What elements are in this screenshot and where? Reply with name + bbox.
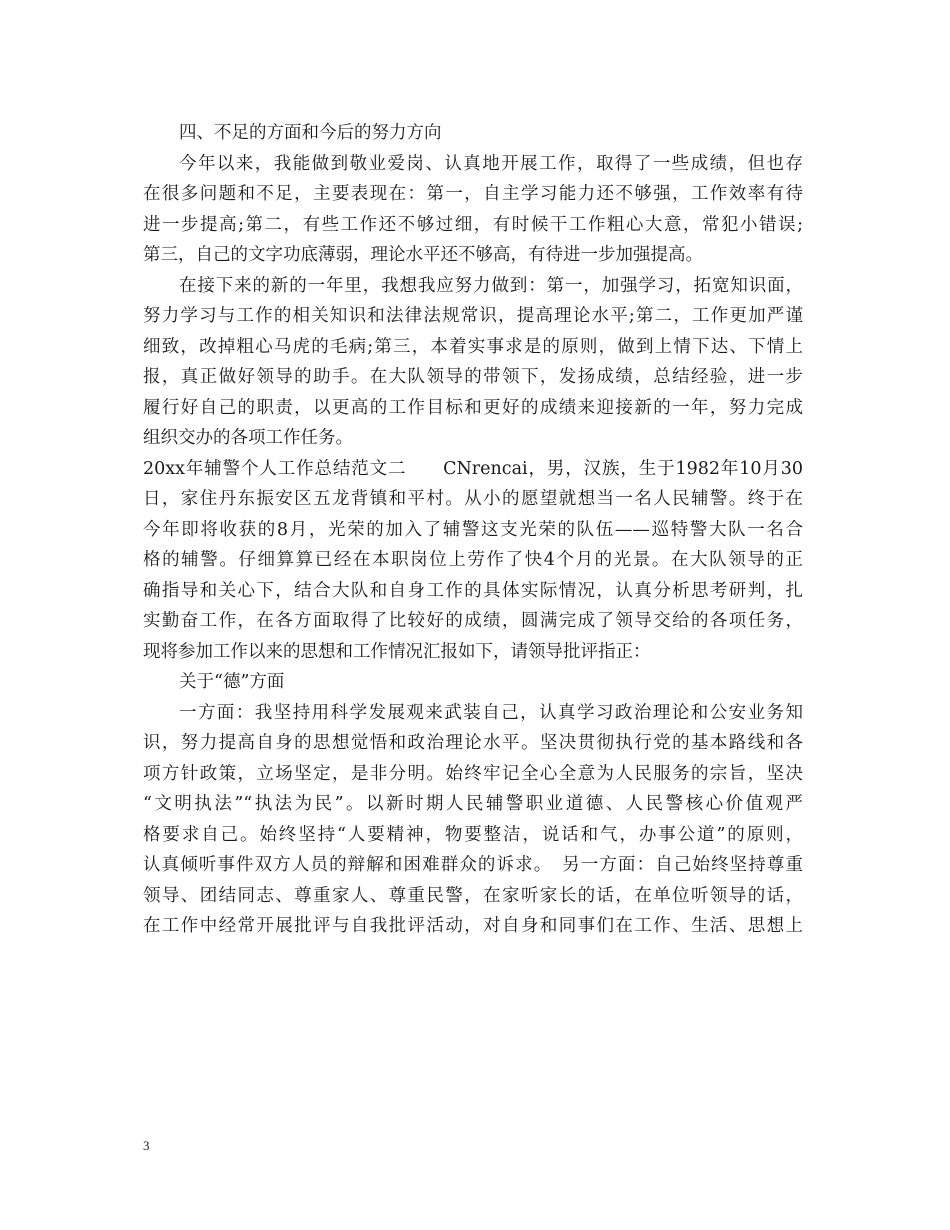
text-line: 履行好自己的职责，以更高的工作目标和更好的成绩来迎接新的一年，努力完成 xyxy=(143,397,803,418)
text-line: “文明执法”“执法为民”。以新时期人民辅警职业道德、人民警核心价值观严 xyxy=(143,794,803,814)
text-line: 20xx年辅警个人工作总结范文二 CNrencai，男，汉族，生于1982年10月30 xyxy=(143,458,803,479)
text-line: 今年以来，我能做到敬业爱岗、认真地开展工作，取得了一些成绩，但也存 xyxy=(179,153,803,174)
text-line: 格要求自己。始终坚持“人要精神，物要整洁，说话和气，办事公道”的原则， xyxy=(143,824,803,845)
text-line: 项方针政策，立场坚定，是非分明。始终牢记全心全意为人民服务的宗旨，坚决 xyxy=(143,763,803,784)
text-line: 领导、团结同志、尊重家人、尊重民警，在家听家长的话，在单位听领导的话， xyxy=(143,885,803,906)
text-line: 四、不足的方面和今后的努力方向 xyxy=(179,123,442,143)
text-line: 今年即将收获的8月，光荣的加入了辅警这支光荣的队伍——巡特警大队一名合 xyxy=(143,519,803,540)
text-line: 组织交办的各项工作任务。 xyxy=(143,428,353,448)
text-line: 在工作中经常开展批评与自我批评活动，对自身和同事们在工作、生活、思想上 xyxy=(143,916,803,936)
text-line: 识，努力提高自身的思想觉悟和政治理论水平。坚决贯彻执行党的基本路线和各 xyxy=(143,733,803,753)
text-line: 努力学习与工作的相关知识和法律法规常识，提高理论水平;第二，工作更加严谨 xyxy=(143,306,803,326)
text-line: 认真倾听事件双方人员的辩解和困难群众的诉求。 另一方面：自己始终坚持尊重 xyxy=(143,855,803,875)
text-line: 报，真正做好领导的助手。在大队领导的带领下，发扬成绩，总结经验，进一步 xyxy=(143,367,803,387)
text-line: 确指导和关心下，结合大队和自身工作的具体实际情况，认真分析思考研判，扎 xyxy=(143,580,803,601)
text-line: 日，家住丹东振安区五龙背镇和平村。从小的愿望就想当一名人民辅警。终于在 xyxy=(143,489,803,509)
text-line: 关于“德”方面 xyxy=(179,672,285,692)
text-line: 实勤奋工作，在各方面取得了比较好的成绩，圆满完成了领导交给的各项任务， xyxy=(143,611,803,631)
text-line: 细致，改掉粗心马虎的毛病;第三，本着实事求是的原则，做到上情下达、下情上 xyxy=(143,336,803,357)
text-line: 现将参加工作以来的思想和工作情况汇报如下，请领导批评指正： xyxy=(143,641,651,662)
text-line: 一方面：我坚持用科学发展观来武装自己，认真学习政治理论和公安业务知 xyxy=(179,702,803,723)
text-line: 格的辅警。仔细算算已经在本职岗位上劳作了快4个月的光景。在大队领导的正 xyxy=(143,550,803,570)
text-line: 进一步提高;第二，有些工作还不够过细，有时候干工作粗心大意，常犯小错误; xyxy=(143,214,803,235)
text-line: 第三，自己的文字功底薄弱，理论水平还不够高，有待进一步加强提高。 xyxy=(143,245,703,265)
text-line: 在接下来的新的一年里，我想我应努力做到：第一，加强学习，拓宽知识面， xyxy=(179,275,803,296)
document-body xyxy=(143,118,803,942)
text-line: 在很多问题和不足，主要表现在：第一，自主学习能力还不够强，工作效率有待 xyxy=(143,184,803,204)
page-number: 3 xyxy=(143,1138,150,1153)
